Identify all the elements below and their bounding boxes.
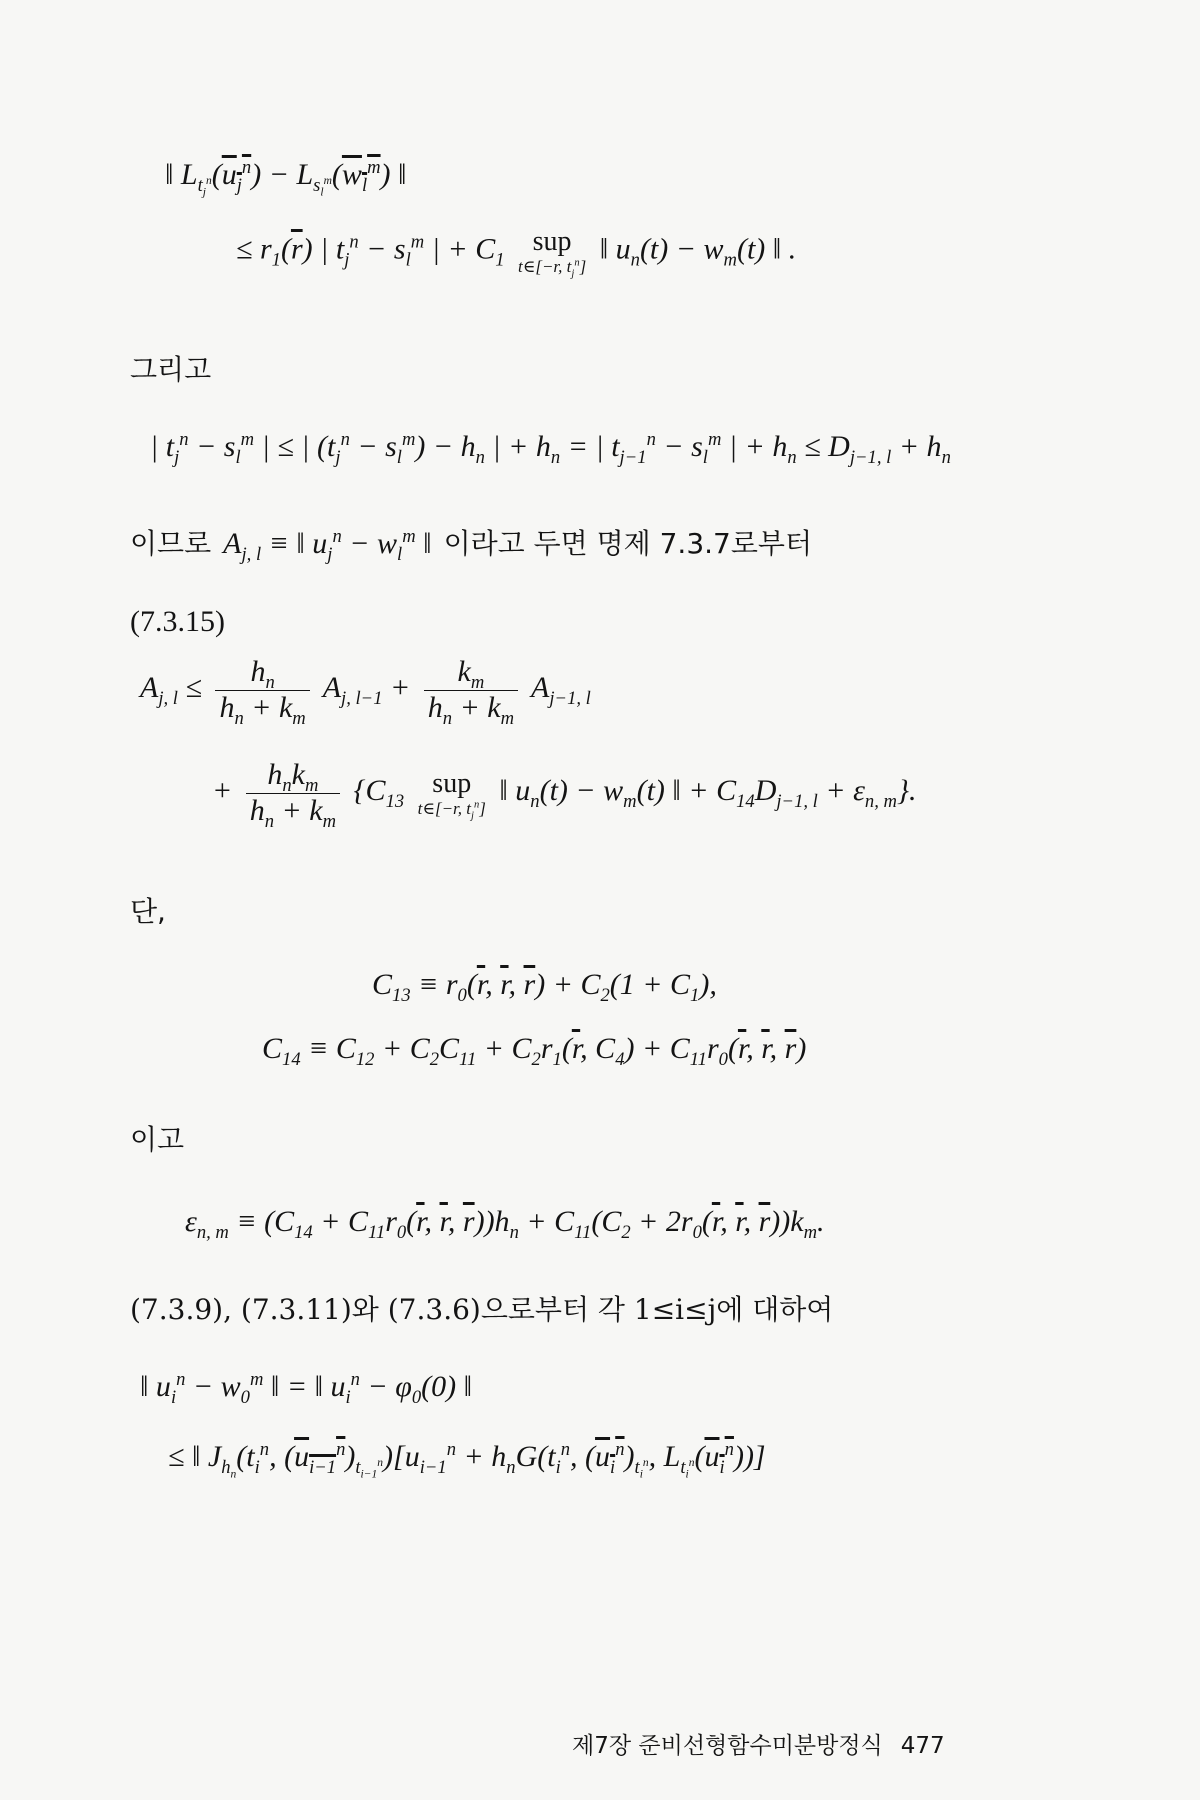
equation-epsilon: $\varepsilon_{n, m} \equiv (C_{14} + C_{11}r_0(\overline{r}$, $\overline{r}$, $\overline{r}))h_n + C_{11}(C_2 + 2r_0(\overline{r}$, $\overline{r}$, $\overline{r}))k_m$. [185, 1205, 825, 1243]
equation-c13: $C_{13} \equiv r_0(\overline{r}$, $\overline{r}$, $\overline{r}) + C_2(1 + C_1)$, [372, 968, 717, 1006]
sentence-define-A [130, 522, 813, 565]
equation-line-1: ‖ $L_{t_j^n}(u_j^n) - L_{s_l^m}(w_l^m)$ ‖ [165, 157, 407, 199]
inline-def-A: $A_{j, l}$ ≡ ‖ $u_j^n - w_l^m$ ‖ [223, 526, 432, 565]
equation-line-4: $A_{j, l}$ ≤ $\frac{h_n}{h_n + k_m}$ $A_{j, l-1}$ + $\frac{k_m}{h_n + k_m}$ $A_{j-1, l}$ [140, 655, 591, 729]
text-dan: 단, [130, 895, 166, 928]
equation-line-2: ≤ $r_1(\overline{r})$ | $t_j^n - s_l^m$ | + $C_1$ sup t∈[−r, $t_j^n$] ‖ $u_n(t) - w_m(t)$ ‖ . [236, 226, 797, 280]
equation-line-5: + $\frac{h_nk_m}{h_n + k_m}$ {$C_{13}$ sup t∈[−r, $t_j^n$] ‖ $u_n(t) - w_m(t)$ ‖ + $C_{14}D_{j-1, l} + \varepsilon_{n, m}$}. [212, 758, 917, 832]
equation-line-7: ≤ ‖ $J_{h_n}(t_i^n$, $(u_{i-1}^n)_{t_{i-1}^n})[u_{i-1}^n + h_nG(t_i^n$, $(u_i^n)_{t_i^n}$, $L_{t_i^n}(u_i^n)$)] [168, 1439, 766, 1481]
page-number: 477 [900, 1733, 945, 1759]
text-from-refs: (7.3.9), (7.3.11)와 (7.3.6)으로부터 각 1≤i≤j에 대하여 [130, 1293, 834, 1326]
equation-number: (7.3.15) [130, 605, 225, 638]
text-igo: 이고 [130, 1123, 185, 1156]
equation-line-3: | $t_j^n - s_l^m$ | ≤ | $(t_j^n - s_l^m) - h_n$ | + $h_n$ = | $t_{j-1}^n - s_l^m$ | + $h_n \le D_{j-1, l} + h_n$ [150, 429, 951, 468]
equation-c14: $C_{14} \equiv C_{12} + C_2C_{11} + C_2r_1(\overline{r}$, $C_4) + C_{11}r_0(\overline{r}$, $\overline{r}$, $\overline{r}$) [262, 1032, 807, 1070]
chapter-title: 제7장 준비선형함수미분방정식 [572, 1733, 883, 1759]
page-footer [572, 1727, 945, 1760]
text-irago: 이라고 두면 명제 7.3.7로부터 [443, 527, 813, 560]
equation-line-6: ‖ $u_i^n - w_0^m$ ‖ = ‖ $u_i^n - \varphi_0(0)$ ‖ [140, 1369, 473, 1408]
text-grigo: 그리고 [130, 353, 212, 386]
text-imeuro: 이므로 [130, 527, 212, 560]
